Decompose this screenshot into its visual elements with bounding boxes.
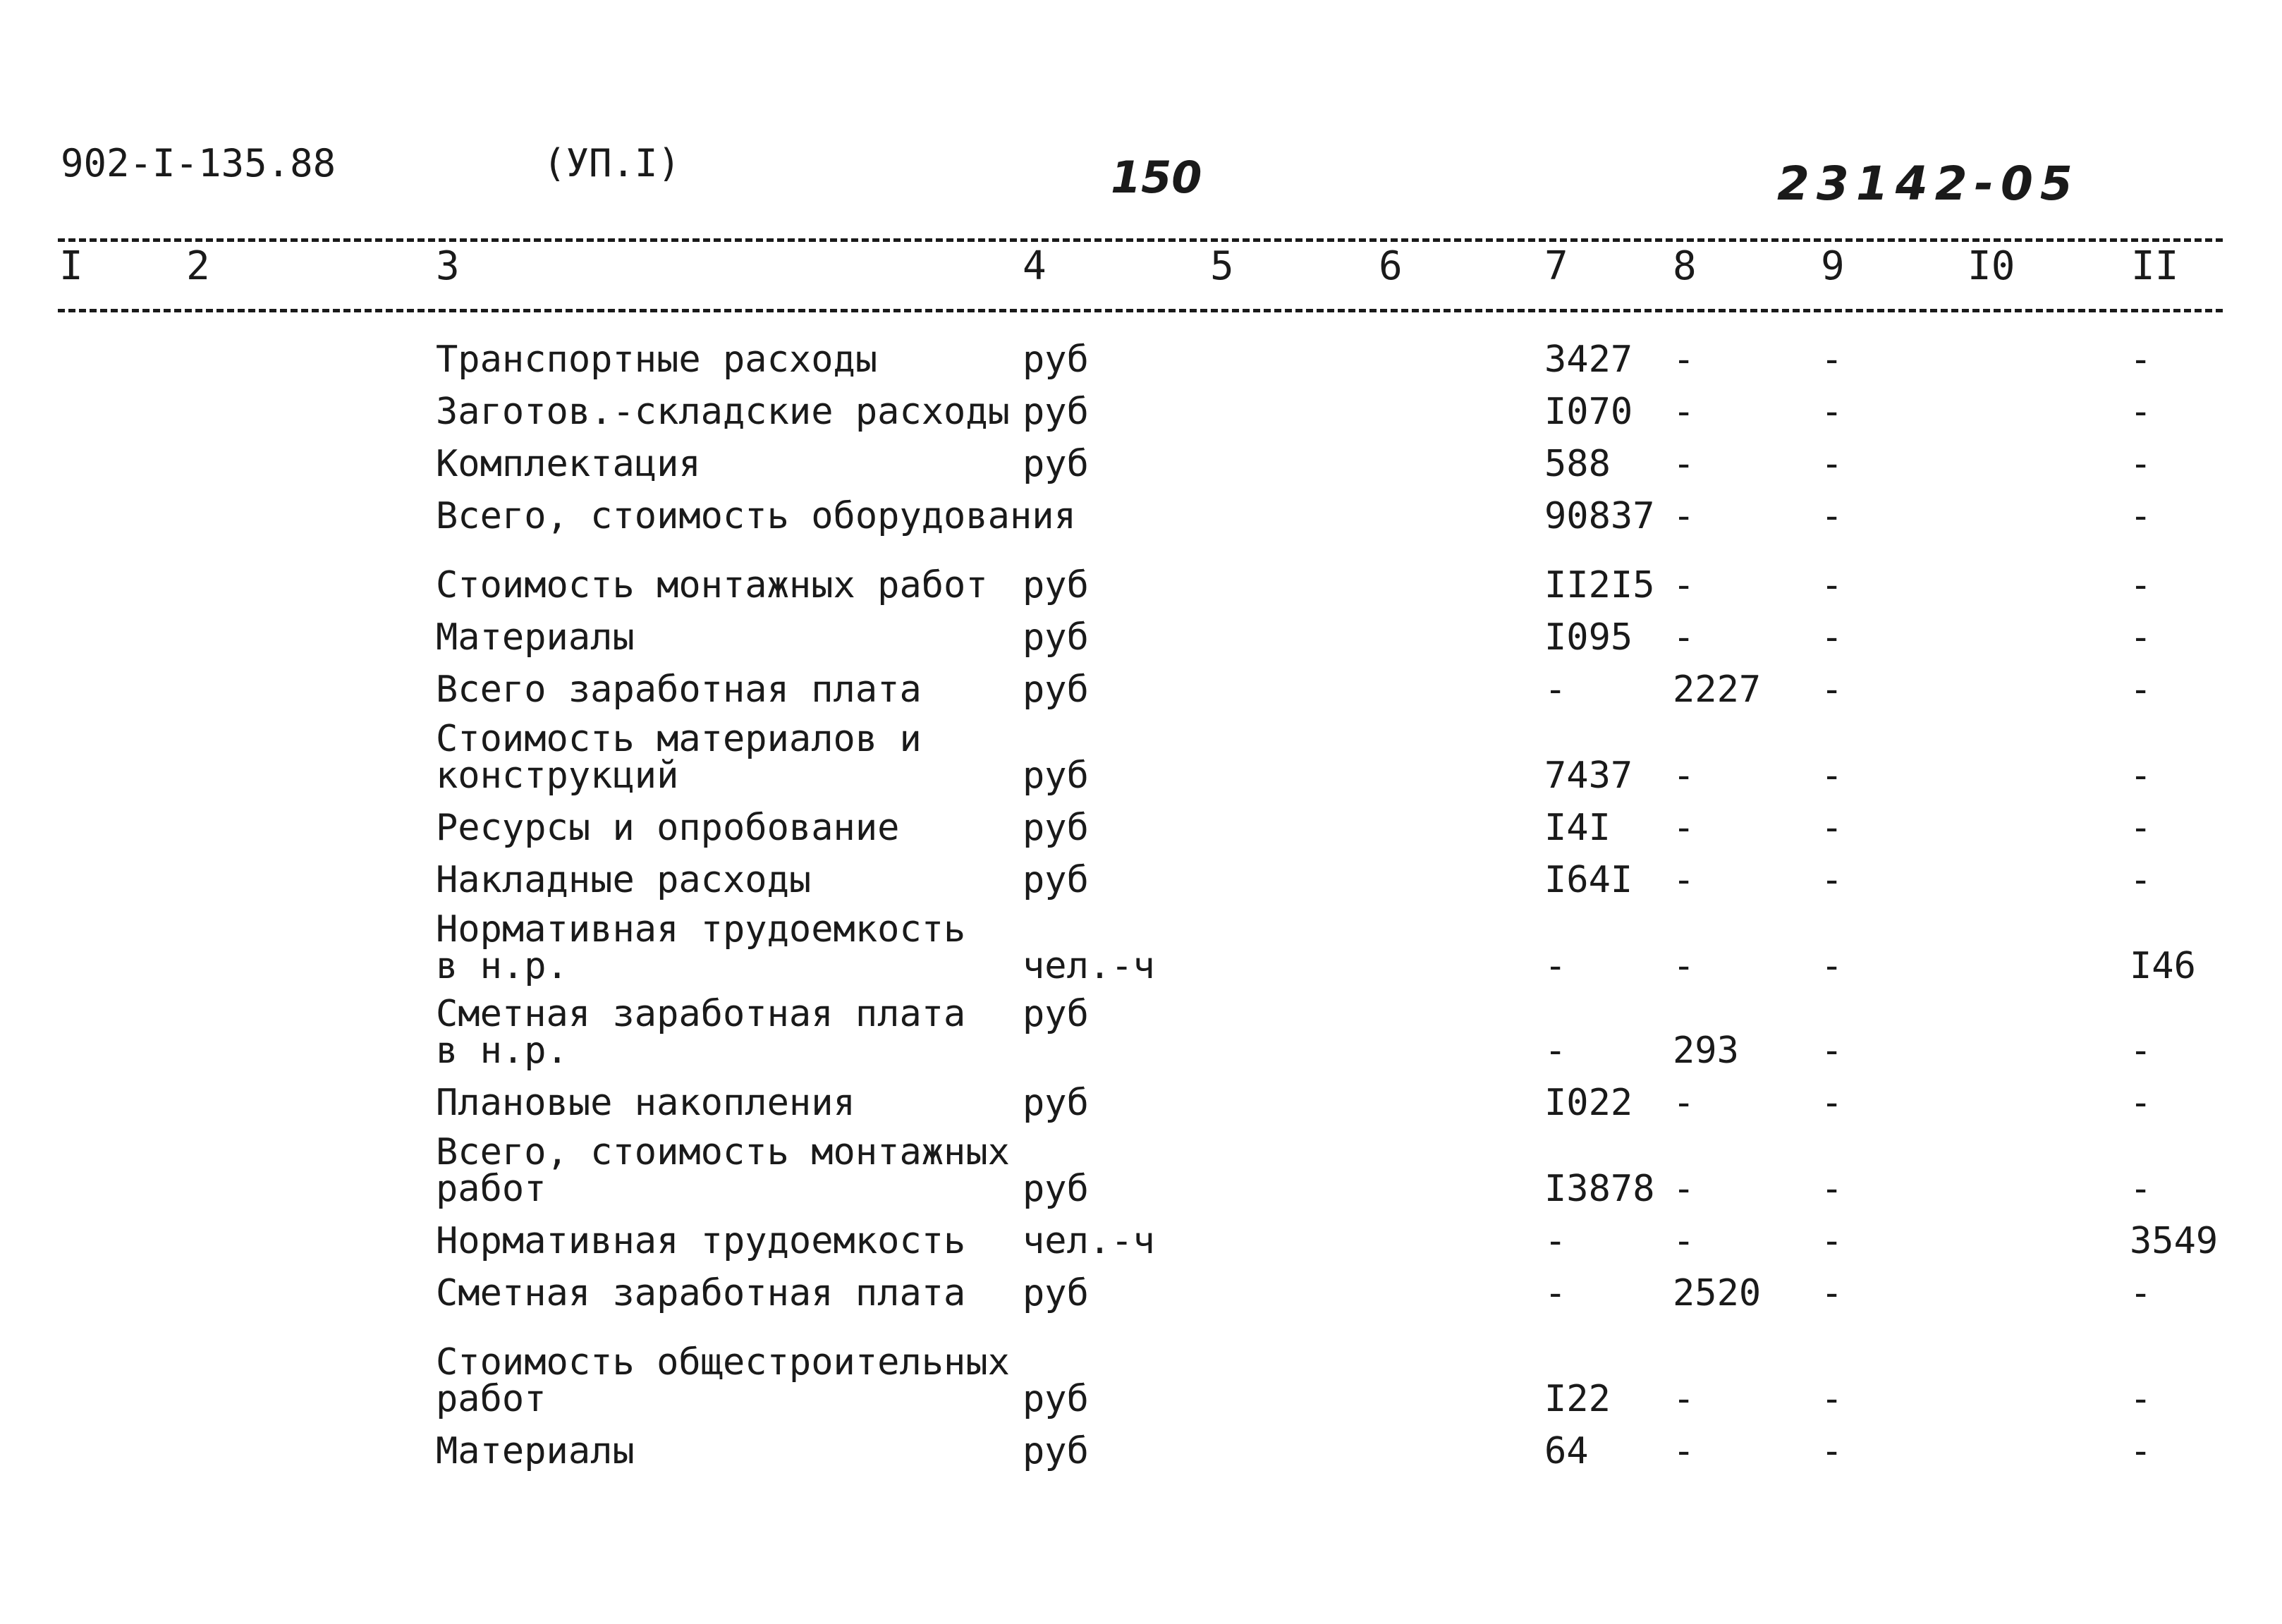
row-name: Заготов.-складские расходы [436, 391, 1010, 433]
column-number-3: 3 [436, 243, 460, 289]
page-number: 150 [1111, 152, 1202, 203]
row-col11: - [2130, 391, 2152, 433]
row-name: Стоимость материалов и конструкций [436, 718, 922, 797]
row-col9: - [1821, 564, 1843, 606]
row-col7: I095 [1544, 616, 1633, 659]
row-col9: - [1821, 443, 1843, 485]
row-name: Стоимость монтажных работ [436, 564, 988, 606]
row-col11: 3549 [2130, 1220, 2219, 1262]
row-col8: 2227 [1673, 668, 1762, 711]
row-col7: I64I [1544, 859, 1633, 901]
row-col8: - [1673, 1220, 1695, 1262]
row-unit: руб [1023, 1378, 1089, 1420]
row-col9: - [1821, 859, 1843, 901]
row-unit: руб [1023, 443, 1089, 485]
row-name: Комплектация [436, 443, 701, 485]
row-col11: - [2130, 1430, 2152, 1472]
row-col11: - [2130, 495, 2152, 537]
row-col9: - [1821, 755, 1843, 797]
row-unit: руб [1023, 1430, 1089, 1472]
row-col9: - [1821, 1168, 1843, 1210]
row-col9: - [1821, 1272, 1843, 1314]
row-col8: - [1673, 1082, 1695, 1124]
column-number-11: II [2131, 243, 2179, 289]
column-number-7: 7 [1544, 243, 1568, 289]
row-col11: I46 [2130, 945, 2196, 987]
row-col9: - [1821, 807, 1843, 849]
row-col7: I022 [1544, 1082, 1633, 1124]
row-unit: руб [1023, 668, 1089, 711]
row-unit: руб [1023, 755, 1089, 797]
row-name: Сметная заработная плата в н.р. [436, 993, 966, 1072]
row-col11: - [2130, 443, 2152, 485]
row-name: Сметная заработная плата [436, 1272, 966, 1314]
row-col9: - [1821, 1220, 1843, 1262]
reference-number: 23142-05 [1777, 157, 2080, 211]
row-col7: - [1544, 1220, 1567, 1262]
row-col7: 3427 [1544, 338, 1633, 381]
row-col8: - [1673, 391, 1695, 433]
row-col8: - [1673, 859, 1695, 901]
row-unit: руб [1023, 564, 1089, 606]
row-col7: I3878 [1544, 1168, 1655, 1210]
row-unit: руб [1023, 1082, 1089, 1124]
row-col7: - [1544, 1272, 1567, 1314]
row-col7: I22 [1544, 1378, 1611, 1420]
row-col7: - [1544, 668, 1567, 711]
row-col11: - [2130, 1030, 2152, 1072]
column-number-10: I0 [1967, 243, 2015, 289]
row-unit: чел.-ч [1023, 945, 1155, 987]
row-unit: чел.-ч [1023, 1220, 1155, 1262]
row-name: Плановые накопления [436, 1082, 855, 1124]
row-unit: руб [1023, 1168, 1089, 1210]
row-col9: - [1821, 391, 1843, 433]
row-col8: - [1673, 443, 1695, 485]
row-col7: 90837 [1544, 495, 1655, 537]
row-col11: - [2130, 1082, 2152, 1124]
row-col7: - [1544, 1030, 1567, 1072]
section-label: (УП.I) [543, 141, 681, 185]
row-name: Стоимость общестроительных работ [436, 1341, 1010, 1420]
row-col11: - [2130, 755, 2152, 797]
column-number-9: 9 [1821, 243, 1845, 289]
row-unit: руб [1023, 807, 1089, 849]
row-col11: - [2130, 1378, 2152, 1420]
row-col8: - [1673, 1378, 1695, 1420]
row-col8: - [1673, 755, 1695, 797]
row-col8: - [1673, 1168, 1695, 1210]
row-unit: руб [1023, 391, 1089, 433]
row-col7: 64 [1544, 1430, 1589, 1472]
row-col8: 2520 [1673, 1272, 1762, 1314]
column-number-4: 4 [1023, 243, 1047, 289]
row-unit: руб [1023, 1272, 1089, 1314]
column-number-1: I [59, 243, 83, 289]
row-col8: - [1673, 616, 1695, 659]
row-name: Всего заработная плата [436, 668, 922, 711]
row-col11: - [2130, 338, 2152, 381]
row-name: Всего, стоимость монтажных работ [436, 1131, 1010, 1210]
row-col8: - [1673, 564, 1695, 606]
row-col9: - [1821, 1082, 1843, 1124]
row-col11: - [2130, 616, 2152, 659]
row-col8: - [1673, 1430, 1695, 1472]
row-col7: I070 [1544, 391, 1633, 433]
header-bottom-rule [58, 309, 2223, 312]
row-unit: руб [1023, 993, 1089, 1035]
row-col7: 7437 [1544, 755, 1633, 797]
row-col11: - [2130, 564, 2152, 606]
row-col8: 293 [1673, 1030, 1739, 1072]
row-col11: - [2130, 859, 2152, 901]
row-name: Транспортные расходы [436, 338, 878, 381]
row-col8: - [1673, 807, 1695, 849]
row-name: Накладные расходы [436, 859, 812, 901]
row-col7: - [1544, 945, 1567, 987]
row-col8: - [1673, 945, 1695, 987]
header-top-rule [58, 238, 2223, 242]
row-col11: - [2130, 807, 2152, 849]
row-unit: руб [1023, 616, 1089, 659]
row-col11: - [2130, 1168, 2152, 1210]
row-name: Нормативная трудоемкость [436, 1220, 966, 1262]
column-number-2: 2 [186, 243, 210, 289]
row-col9: - [1821, 495, 1843, 537]
row-col9: - [1821, 338, 1843, 381]
row-col9: - [1821, 1430, 1843, 1472]
row-col8: - [1673, 338, 1695, 381]
row-name: Материалы [436, 616, 635, 659]
column-number-6: 6 [1379, 243, 1403, 289]
column-number-8: 8 [1673, 243, 1697, 289]
column-number-5: 5 [1210, 243, 1234, 289]
row-col9: - [1821, 668, 1843, 711]
row-unit: руб [1023, 859, 1089, 901]
row-unit: руб [1023, 338, 1089, 381]
row-col9: - [1821, 1030, 1843, 1072]
row-name: Материалы [436, 1430, 635, 1472]
row-col8: - [1673, 495, 1695, 537]
row-col11: - [2130, 668, 2152, 711]
row-col9: - [1821, 945, 1843, 987]
row-name: Нормативная трудоемкость в н.р. [436, 908, 966, 987]
row-col9: - [1821, 1378, 1843, 1420]
row-col11: - [2130, 1272, 2152, 1314]
row-col7: 588 [1544, 443, 1611, 485]
row-name: Ресурсы и опробование [436, 807, 900, 849]
document-code: 902-I-135.88 [61, 141, 336, 185]
row-col7: II2I5 [1544, 564, 1655, 606]
row-col9: - [1821, 616, 1843, 659]
row-col7: I4I [1544, 807, 1611, 849]
row-name: Всего, стоимость оборудования [436, 495, 1076, 537]
